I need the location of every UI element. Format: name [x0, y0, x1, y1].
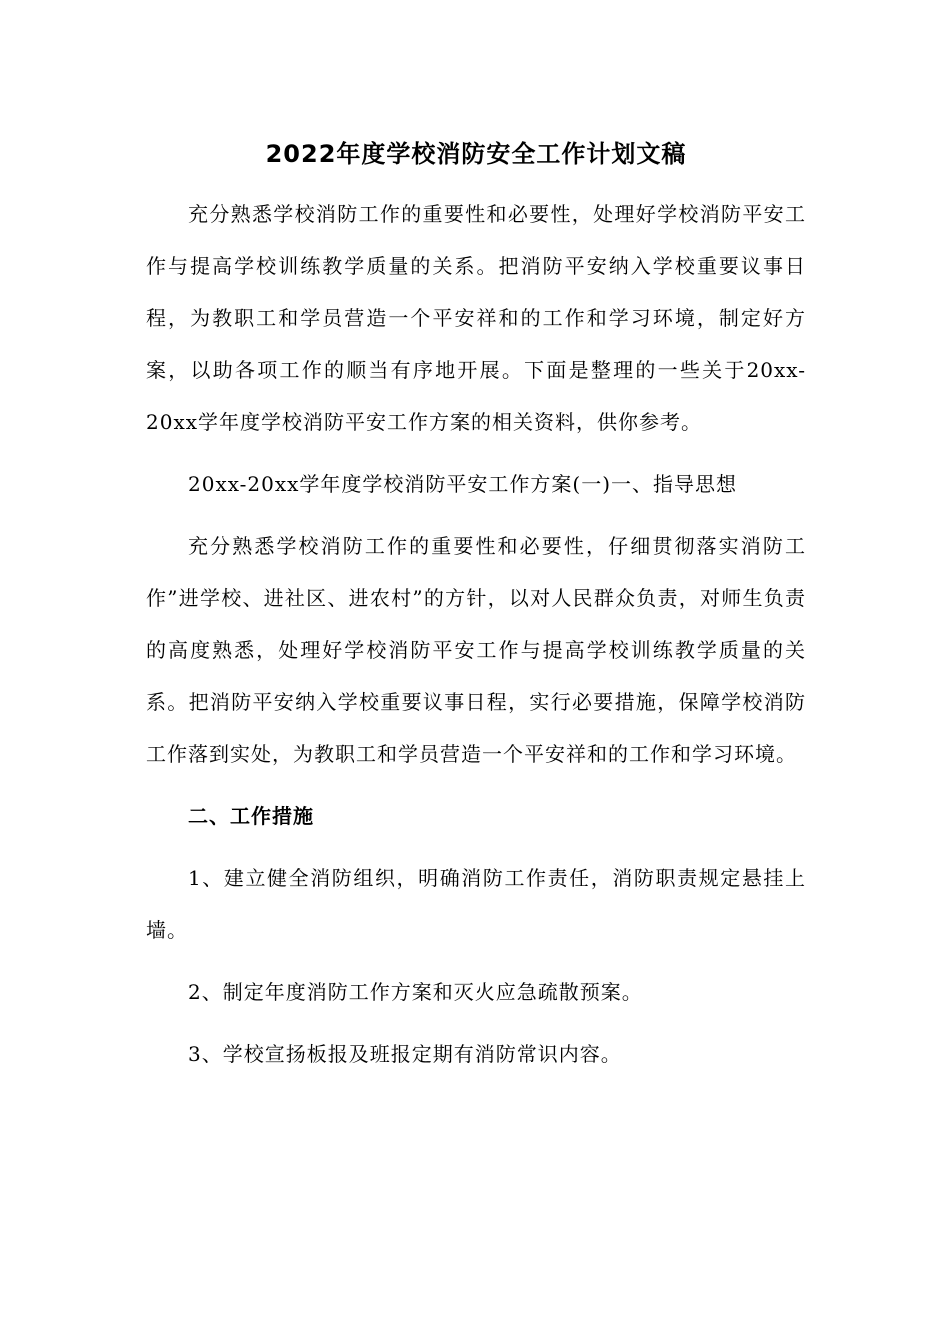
document-page [146, 130, 806, 1080]
measure-item-1: 1、建立健全消防组织，明确消防工作责任，消防职责规定悬挂上墙。 [146, 866, 806, 942]
document-title: 2022年度学校消防安全工作计划文稿 [265, 140, 687, 168]
intro-paragraph: 充分熟悉学校消防工作的重要性和必要性，处理好学校消防平安工作与提高学校训练教学质量的关系。把消防平安纳入学校重要议事日程，为教职工和学员营造一个平安祥和的工作和学习环境，制定好方案，以助各项工作的顺当有序地开展。下面是整理的一些关于20xx-20xx学年度学校消防平安工作方案的相关资料，供你参考。 [146, 202, 806, 434]
section-heading-measures: 二、工作措施 [188, 804, 314, 828]
guiding-thought-paragraph: 充分熟悉学校消防工作的重要性和必要性，仔细贯彻落实消防工作”进学校、进社区、进农村”的方针，以对人民群众负责，对师生负责的高度熟悉，处理好学校消防平安工作与提高学校训练教学质量的关系。把消防平安纳入学校重要议事日程，实行必要措施，保障学校消防工作落到实处，为教职工和学员营造一个平安祥和的工作和学习环境。 [146, 534, 806, 766]
measure-item-3: 3、学校宣扬板报及班报定期有消防常识内容。 [188, 1042, 622, 1066]
plan-heading-paragraph: 20xx-20xx学年度学校消防平安工作方案(一)一、指导思想 [188, 472, 738, 496]
measure-item-2: 2、制定年度消防工作方案和灭火应急疏散预案。 [188, 980, 643, 1004]
